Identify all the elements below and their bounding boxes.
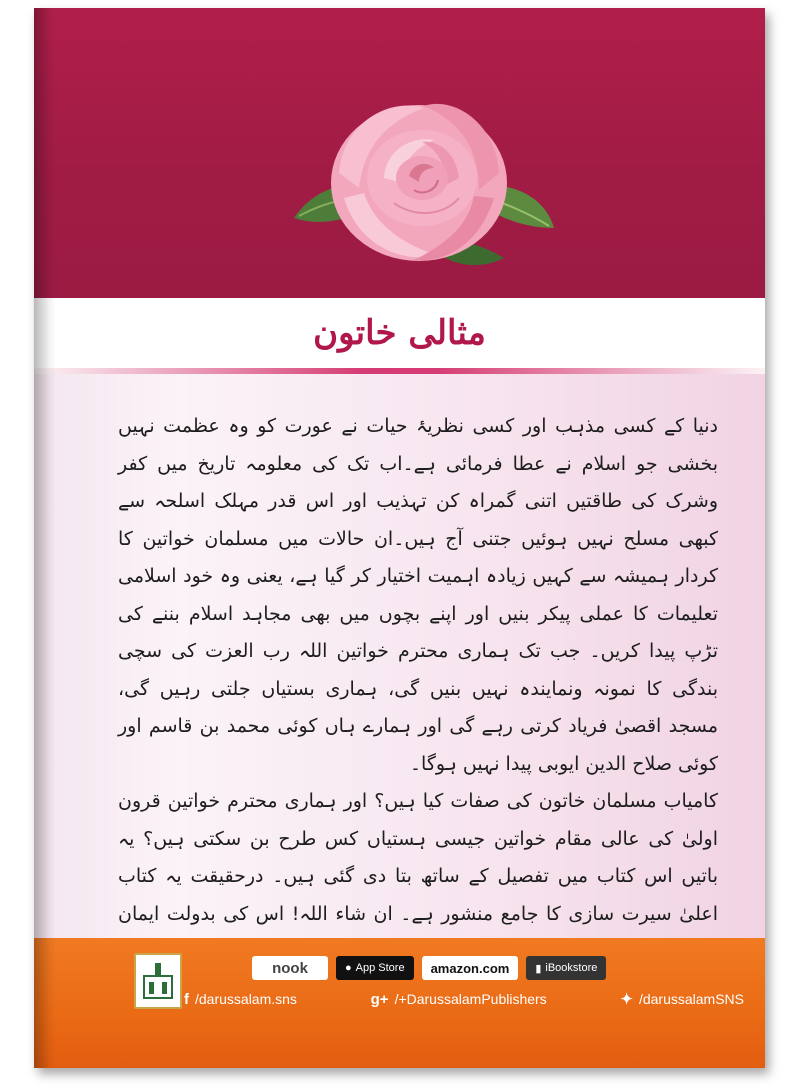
book-back-cover bbox=[34, 8, 765, 1068]
ibooks-icon: ▮ bbox=[535, 962, 542, 975]
facebook-handle: /darussalam.sns bbox=[195, 991, 297, 1007]
rose-image bbox=[274, 78, 564, 288]
ibookstore-badge[interactable] bbox=[526, 956, 606, 980]
amazon-badge[interactable] bbox=[422, 956, 519, 980]
googleplus-handle: /+DarussalamPublishers bbox=[394, 991, 547, 1007]
ibookstore-label: iBookstore bbox=[545, 962, 598, 974]
nook-label: nook bbox=[272, 959, 308, 977]
description-paragraph-2: کامیاب مسلمان خاتون کی صفات کیا ہیں؟ اور ہماری محترم خواتین قرون اولیٰ کی عالی مقام خواتین جیسی ہستیاں کس طرح بن سکتی ہیں؟ یہ باتیں اس کتاب میں تفصیل کے ساتھ بتا دی گئی ہیں۔ درحقیقت یہ کتاب اعلیٰ سیرت سازی کا جامع منشور ہے۔ ان شاء اللہ! اس کی بدولت ایمان bbox=[118, 790, 718, 925]
title-band bbox=[34, 298, 765, 368]
social-links bbox=[184, 990, 744, 1008]
nook-badge[interactable] bbox=[252, 956, 328, 980]
description-band bbox=[34, 374, 765, 938]
facebook-icon: f bbox=[184, 990, 189, 1008]
facebook-link[interactable] bbox=[184, 990, 297, 1008]
book-description bbox=[118, 408, 718, 971]
googleplus-icon: g+ bbox=[370, 990, 389, 1008]
apple-icon: ● bbox=[345, 962, 352, 974]
book-spine-shadow bbox=[34, 8, 56, 1068]
store-badges bbox=[252, 956, 606, 980]
appstore-label: App Store bbox=[355, 962, 405, 974]
publisher-band bbox=[34, 938, 765, 1068]
darussalam-logo bbox=[134, 953, 182, 1009]
description-paragraph-1: دنیا کے کسی مذہب اور کسی نظریۂ حیات نے عورت کو وہ عظمت نہیں بخشی جو اسلام نے عطا فرمائی ہے۔اب تک کی معلومہ تاریخ میں کفر وشرک کی طاقتیں اتنی گمراہ کن تہذیب اور اس قدر مہلک اسلحہ سے کبھی مسلح نہیں ہوئیں جتنی آج ہیں۔ان حالات میں مسلمان خواتین کا کردار ہمیشہ سے کہیں زیادہ اہمیت اختیار کر گیا ہے، یعنی وہ خود اسلامی تعلیمات کا عملی پیکر بنیں اور اپنے بچوں میں بھی مجاہد اسلام بننے کی تڑپ پیدا کریں۔ جب تک ہماری محترم خواتین اللہ رب العزت کی سچی بندگی کا نمونہ ونمایندہ نہیں بنیں گی، ہماری بستیاں جلتی رہیں گی، مسجد اقصیٰ فریاد کرتی رہے گی اور ہمارے ہاں کوئی محمد بن قاسم اور کوئی صلاح الدین ایوبی پیدا نہیں ہوگا۔ bbox=[118, 415, 718, 775]
book-title: مثالی خاتون bbox=[313, 313, 486, 353]
twitter-link[interactable] bbox=[620, 990, 744, 1008]
appstore-badge[interactable] bbox=[336, 956, 414, 980]
twitter-icon: ✦ bbox=[620, 991, 633, 1008]
twitter-handle: /darussalamSNS bbox=[638, 991, 744, 1007]
googleplus-link[interactable] bbox=[371, 990, 547, 1008]
cover-top-band bbox=[34, 8, 765, 298]
amazon-label: amazon.com bbox=[430, 960, 510, 976]
